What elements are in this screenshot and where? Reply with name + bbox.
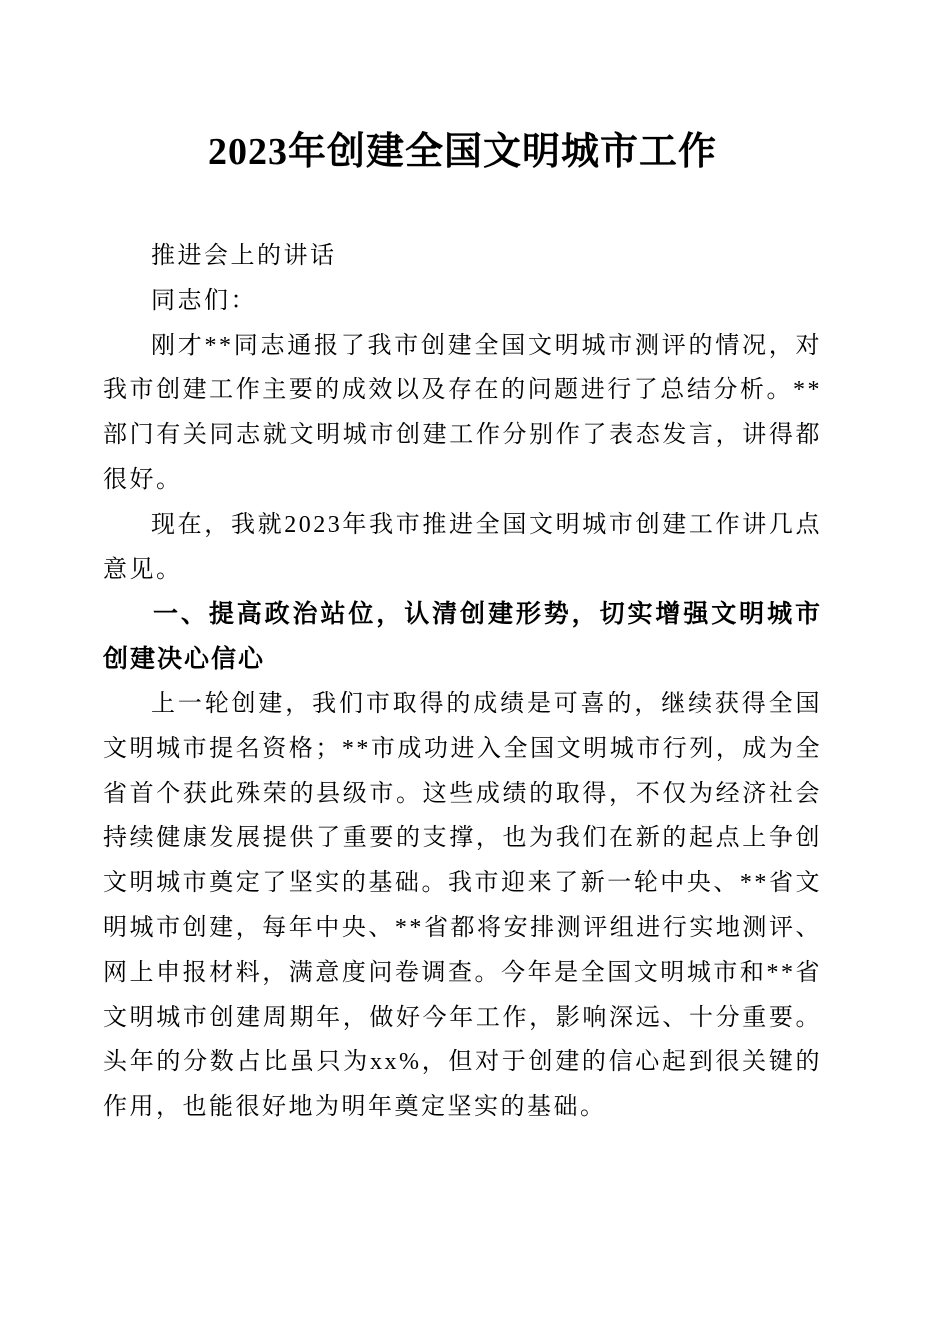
- paragraph: 上一轮创建，我们市取得的成绩是可喜的，继续获得全国文明城市提名资格；**市成功进入全国文明城市行列，成为全省首个获此殊荣的县级市。这些成绩的取得，不仅为经济社会持续健康发展提供了重要的支撑，也为我们在新的起点上争创文明城市奠定了坚实的基础。我市迎来了新一轮中央、**省文明城市创建，每年中央、**省都将安排测评组进行实地测评、网上申报材料，满意度问卷调查。今年是全国文明城市和**省文明城市创建周期年，做好今年工作，影响深远、十分重要。头年的分数占比虽只为xx%，但对于创建的信心起到很关键的作用，也能很好地为明年奠定坚实的基础。: [103, 690, 822, 1121]
- paragraph: 推进会上的讲话: [151, 243, 337, 269]
- paragraph: 现在，我就2023年我市推进全国文明城市创建工作讲几点意见。: [103, 511, 822, 583]
- paragraph: 同志们：: [151, 287, 257, 314]
- document-body: [103, 234, 822, 1130]
- paragraph: 刚才**同志通报了我市创建全国文明城市测评的情况，对我市创建工作主要的成效以及存在的问题进行了总结分析。**部门有关同志就文明城市创建工作分别作了表态发言，讲得都很好。: [103, 332, 822, 493]
- document-title: 2023年创建全国文明城市工作: [207, 131, 717, 173]
- paragraph: 一、提高政治站位，认清创建形势，切实增强文明城市创建决心信心: [103, 600, 822, 674]
